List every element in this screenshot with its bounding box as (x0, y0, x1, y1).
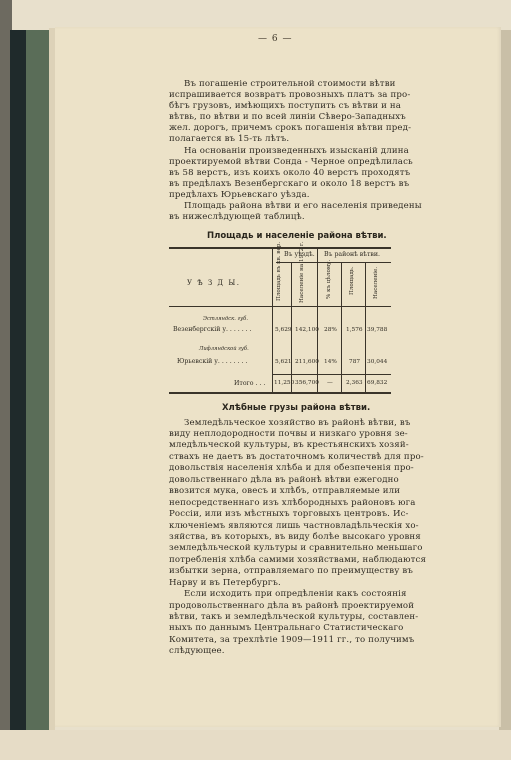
cell: 28% (324, 327, 337, 333)
paragraph-5-line: продовольственнаго дѣла въ районѣ проектируемой (169, 601, 415, 611)
header-percent: % къ цѣлому. (326, 259, 332, 299)
paragraph-1-line: жел. дорогъ, причемъ срокъ погашенія вѣтви пред- (169, 123, 412, 133)
cell: 11,250 (274, 380, 295, 386)
paragraph-2-line: въ 58 верстъ, изъ коихъ около 40 верстъ проходятъ (169, 168, 411, 178)
table-total-rule (272, 374, 391, 375)
paragraph-3-line: Площадь района вѣтви и его населенія приведены (184, 201, 422, 211)
paragraph-4-line: Земледѣльческое хозяйство въ районѣ вѣтви, въ (184, 418, 411, 428)
table-col-line (317, 247, 318, 393)
paragraph-2-line: въ предѣлахъ Везенбергскаго и около 18 верстъ въ (169, 179, 410, 189)
table-bottom-rule (169, 392, 391, 394)
paragraph-4-line: потребленія хлѣба самими хозяйствами, наблюдаются (169, 555, 427, 565)
header-area-2: Площадь. (349, 266, 355, 295)
header-uezdy: У Ѣ З Д Ы. (187, 279, 241, 287)
paragraph-2-line: На основаніи произведенныхъ изысканій длина (184, 146, 409, 156)
cell: 39,788 (367, 327, 388, 333)
paragraph-5-line: Если исходить при опредѣленіи какъ состоянія (184, 589, 407, 599)
cell: 14% (324, 359, 337, 365)
cell: 5,621 (275, 359, 292, 365)
header-group-uezd: Въ уѣздѣ. (284, 251, 315, 258)
paragraph-4-line: ствахъ не даетъ въ достаточномъ количествѣ для про- (169, 452, 424, 462)
cell: — (327, 380, 333, 386)
total-name: Итого . . . (234, 380, 266, 387)
paragraph-4-line: земледѣльческой культуры и сравнительно меньшаго (169, 543, 423, 553)
cell: 30,044 (367, 359, 388, 365)
header-group-raion: Въ районѣ вѣтви. (324, 251, 380, 258)
paragraph-3-line: въ нижеслѣдующей таблицѣ. (169, 212, 305, 222)
section-heading: Хлѣбные грузы района вѣтви. (222, 403, 371, 413)
header-area: Площадь въ кв. вер. (276, 241, 282, 301)
paragraph-4-line: ключеніемъ являются лишь частновладѣльческія хо- (169, 521, 419, 531)
gub-label-1: Эстляндск. губ. (203, 316, 248, 322)
binding-strip (26, 30, 51, 736)
table-col-line (365, 262, 366, 393)
paragraph-5-line: вѣтви, такъ и земледѣльческой культуры, составлен- (169, 612, 419, 622)
paragraph-1-line: бѣгъ грузовъ, имѣющихъ поступить съ вѣтви и на (169, 101, 402, 111)
paragraph-4-line: мледѣльческой культуры, въ крестьянскихъ хозяй- (169, 440, 409, 450)
table-col-line (341, 262, 342, 393)
paragraph-1-line: Въ погашеніе строительной стоимости вѣтви (184, 79, 396, 89)
table-header-rule (169, 306, 391, 307)
cell: 211,600 (295, 359, 319, 365)
cell: 787 (349, 359, 361, 365)
row-2-name: Юрьевскій у. . . . . . . . (177, 358, 248, 365)
cell: 142,100 (295, 327, 319, 333)
paragraph-4-line: виду неплодородности почвы и низкаго уровня зе- (169, 429, 408, 439)
paragraph-2-line: предѣлахъ Юрьевскаго уѣзда. (169, 190, 310, 200)
cell: 2,363 (346, 380, 363, 386)
table-col-line (272, 247, 273, 393)
population-table (169, 241, 391, 393)
background-bottom (0, 730, 511, 760)
paragraph-4-line: довольствія населенія хлѣба и для обезпеченія про- (169, 463, 414, 473)
header-pop-1912: Населеніе на 1912 г. (299, 241, 305, 303)
paragraph-1-line: вѣтвь, по вѣтви и по всей линіи Сѣверо-Западныхъ (169, 112, 406, 122)
paragraph-1-line: полагается въ 15-ть лѣтъ. (169, 134, 290, 144)
paragraph-4-line: Россіи, или изъ мѣстныхъ торговыхъ центровъ. Ис- (169, 509, 409, 519)
paragraph-5-line: ныхъ по даннымъ Центральнаго Статистическаго (169, 623, 404, 633)
cell: 1,576 (346, 327, 363, 333)
paragraph-4-line: довольственнаго дѣла въ районѣ вѣтви ежегодно (169, 475, 399, 485)
row-1-name: Везенбергскій у. . . . . . . (173, 326, 252, 333)
paragraph-4-line: избытки зерна, отправляемаго по преимуществу въ (169, 566, 413, 576)
paragraph-5-line: слѣдующее. (169, 646, 225, 656)
cell: 69,832 (367, 380, 388, 386)
paragraph-4-line: ввозится мука, овесъ и хлѣбъ, отправляемые или (169, 486, 401, 496)
page-number: — 6 — (258, 34, 293, 44)
paragraph-4-line: непосредственнаго изъ хлѣбородныхъ районовъ юга (169, 498, 416, 508)
header-pop-2: Населеніе. (373, 266, 379, 299)
paragraph-5-line: Комитета, за трехлѣтіе 1909—1911 гг., то получимъ (169, 635, 415, 645)
cell: 356,700 (295, 380, 319, 386)
gub-label-2: Лифляндской губ. (199, 346, 249, 352)
cell: 5,629 (275, 327, 292, 333)
paragraph-4-line: Нарву и въ Петербургъ. (169, 578, 281, 588)
table-title: Площадь и населеніе района вѣтви. (207, 231, 387, 241)
paragraph-2-line: проектируемой вѣтви Сонда - Черное опредѣлилась (169, 157, 413, 167)
paragraph-1-line: испрашивается возвратъ провозныхъ платъ за про- (169, 90, 411, 100)
paragraph-4-line: зяйства, въ которыхъ, въ виду болѣе высокаго уровня (169, 532, 421, 542)
table-group-rule (276, 262, 391, 263)
